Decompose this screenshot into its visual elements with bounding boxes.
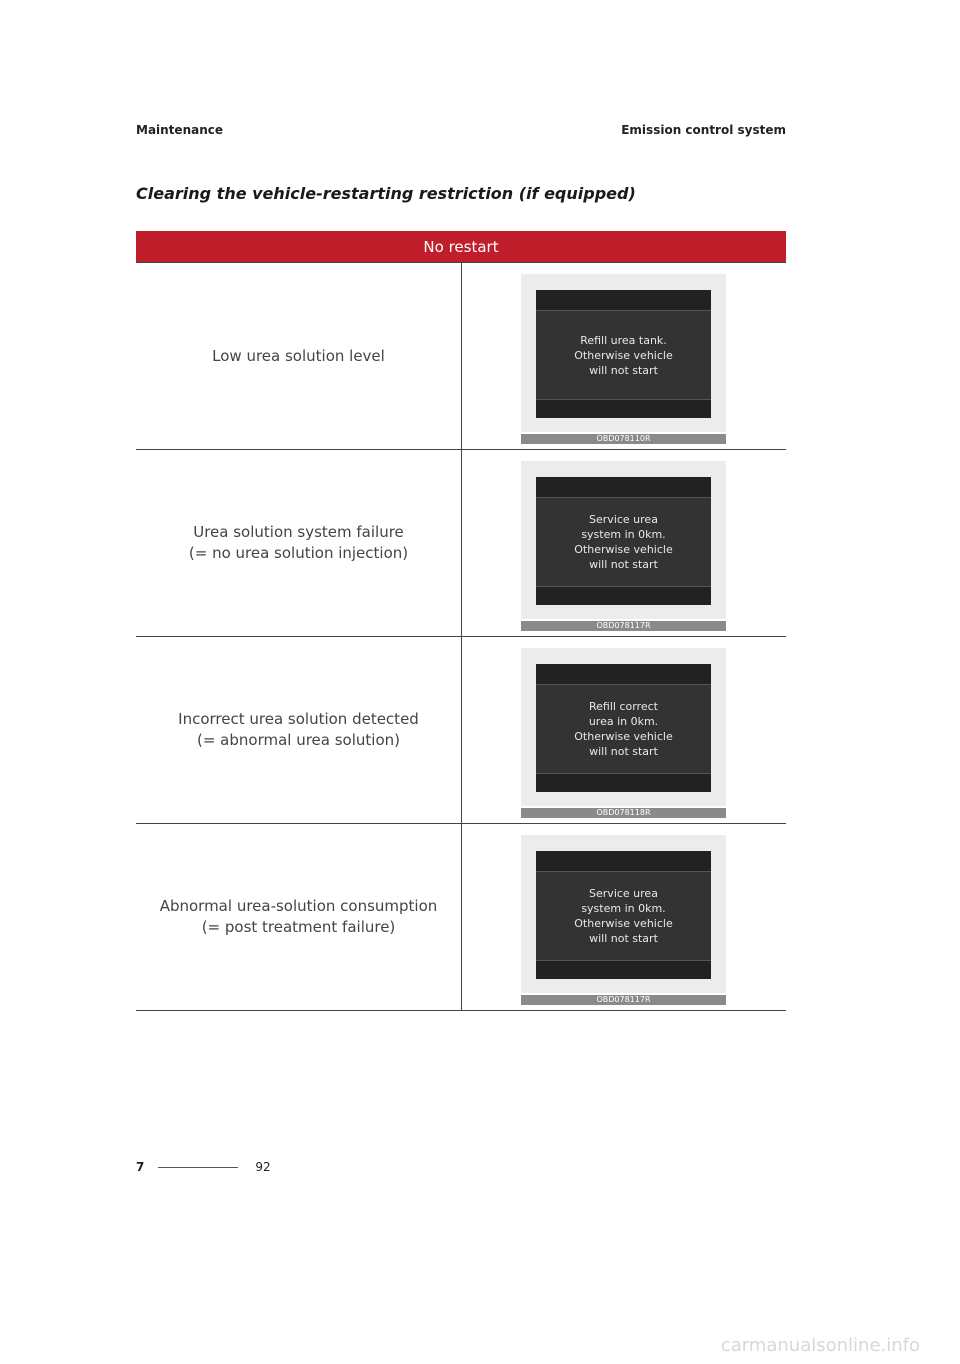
warning-message [536,684,711,774]
message-line: will not start [589,363,658,377]
image-code: OBD078117R [521,995,726,1005]
condition-label [136,637,462,823]
image-code: OBD078110R [521,434,726,444]
cluster-screen [536,290,711,418]
table-row [136,824,786,1011]
cluster-display-image [521,648,726,806]
cluster-screen [536,477,711,605]
image-code: OBD078118R [521,808,726,818]
table-heading: No restart [136,231,786,263]
message-line: Service urea [589,887,658,900]
message-line: will not start [589,558,658,571]
cluster-display-image [521,274,726,432]
page-footer [136,1160,271,1174]
cluster-screen [536,664,711,792]
table-row [136,263,786,450]
condition-line: Incorrect urea solution detected [178,710,419,728]
message-line: will not start [589,932,658,945]
condition-line: Abnormal urea-solution consumption [159,897,438,915]
warning-message [536,871,711,961]
cluster-display-image [521,835,726,993]
header-chapter: Emission control system [621,123,786,137]
condition-line: Urea solution system failure [193,523,404,541]
condition-line: (= no urea solution injection) [188,544,409,562]
condition-line: (= abnormal urea solution) [196,731,400,749]
cluster-screen [536,851,711,979]
condition-label [136,450,462,636]
chapter-number: 7 [136,1160,145,1174]
message-line: Otherwise vehicle [574,917,673,930]
cluster-image-cell [462,824,786,1010]
message-line: system in 0km. [581,528,666,541]
header-section: Maintenance [136,123,224,137]
table-row [136,450,786,637]
message-line: Refill correct [589,700,658,713]
table-row [136,637,786,824]
cluster-image-cell [462,450,786,636]
message-line: Otherwise vehicle [574,543,673,556]
warning-message [536,310,711,400]
message-line: Refill urea tank. [580,333,667,347]
section-title: Clearing the vehicle-restarting restriction (if equipped) [136,184,636,203]
page-number: 92 [255,1160,271,1174]
cluster-image-cell [462,263,786,449]
message-line: Service urea [589,513,658,526]
warning-message [536,497,711,587]
condition-label [136,824,462,1010]
condition-line: (= post treatment failure) [201,918,396,936]
restriction-table [136,231,786,1011]
condition-label [136,263,462,449]
message-line: Otherwise vehicle [574,730,673,743]
watermark: carmanualsonline.info [720,1335,920,1356]
footer-divider [158,1167,238,1168]
cluster-image-cell [462,637,786,823]
message-line: will not start [589,745,658,758]
message-line: urea in 0km. [588,715,659,728]
cluster-display-image [521,461,726,619]
image-code: OBD078117R [521,621,726,631]
message-line: Otherwise vehicle [574,348,673,362]
condition-line: Low urea solution level [212,346,385,365]
message-line: system in 0km. [581,902,666,915]
